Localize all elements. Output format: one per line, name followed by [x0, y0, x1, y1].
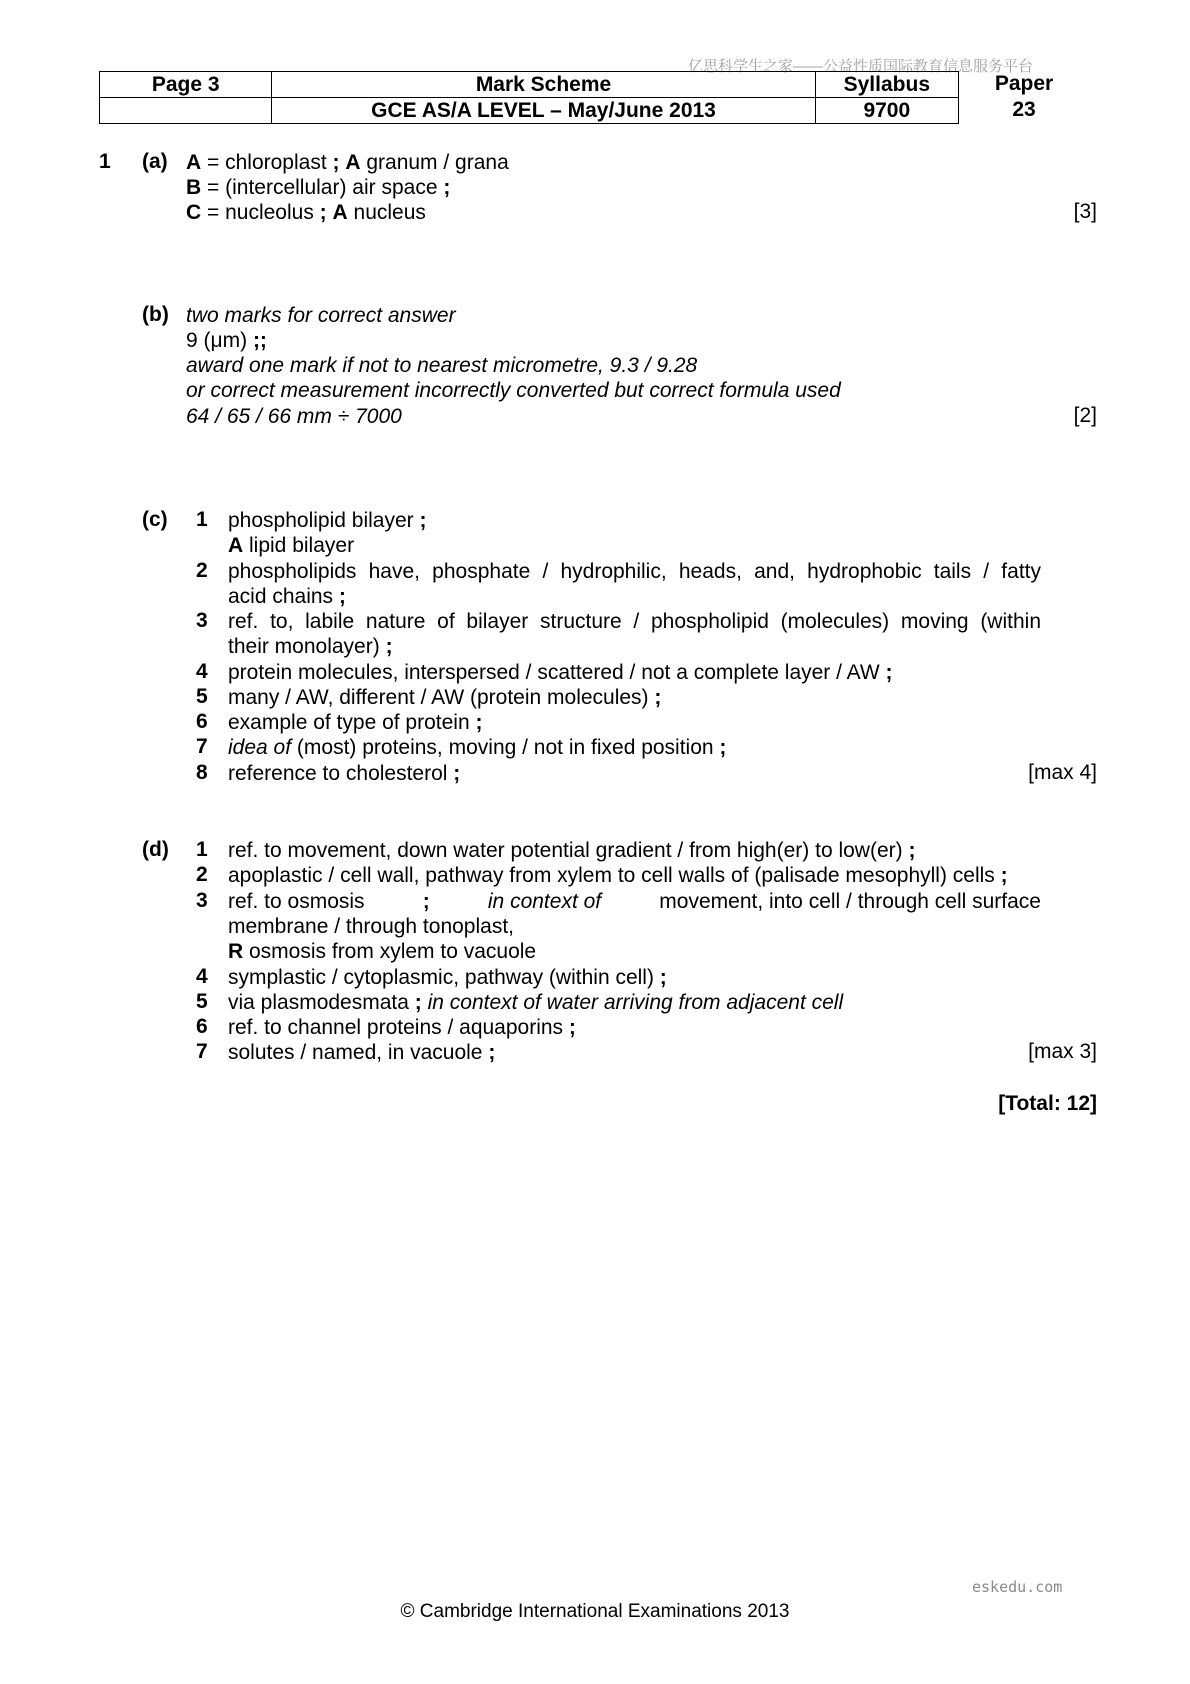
total-marks: [Total: 12]: [998, 1092, 1097, 1115]
part-a-line-3: C = nucleolus ; A nucleus: [186, 201, 426, 224]
part-b-marks: [2]: [1073, 404, 1097, 427]
part-b-label: (b): [142, 303, 169, 326]
part-a-line-2: B = (intercellular) air space ;: [186, 176, 451, 199]
part-d-num-3: 3: [196, 889, 208, 912]
part-c-marks: [max 4]: [1028, 761, 1097, 784]
part-c-item-3: ref. to, labile nature of bilayer structure / phospholipid (molecules) moving (within: [228, 610, 1041, 633]
part-d-num-4: 4: [196, 965, 208, 988]
header-exam: GCE AS/A LEVEL – May/June 2013: [272, 98, 815, 124]
part-b-line-2: 9 (μm) ;;: [186, 329, 267, 352]
part-c-item-8: reference to cholesterol ;: [228, 762, 461, 785]
part-c-item-1-alt: A lipid bilayer: [228, 534, 355, 557]
part-d-item-3-reject: R osmosis from xylem to vacuole: [228, 940, 537, 963]
part-d-item-3: ref. to osmosis ; in context of movement, into cell / through cell surface: [228, 890, 1041, 913]
part-a-line-1: A = chloroplast ; A granum / grana: [186, 151, 509, 174]
header-paper-label: Paper: [994, 72, 1054, 95]
part-c-item-7: idea of (most) proteins, moving / not in fixed position ;: [228, 736, 727, 759]
part-d-num-5: 5: [196, 990, 208, 1013]
part-b-line-4: or correct measurement incorrectly converted but correct formula used: [186, 379, 841, 402]
header-paper-value: 23: [1012, 98, 1036, 121]
part-d-item-3-cont: membrane / through tonoplast,: [228, 915, 515, 938]
part-d-item-4: symplastic / cytoplasmic, pathway (within cell) ;: [228, 966, 667, 989]
header-syllabus-value: 9700: [815, 98, 958, 124]
part-c-num-6: 6: [196, 710, 208, 733]
part-c-item-2-cont: acid chains ;: [228, 585, 346, 608]
part-c-item-1: phospholipid bilayer ;: [228, 509, 427, 532]
part-a-label: (a): [142, 150, 168, 173]
part-b-line-5: 64 / 65 / 66 mm ÷ 7000: [186, 405, 402, 428]
header-syllabus-label: Syllabus: [815, 72, 958, 98]
watermark-bottom: eskedu.com: [972, 1578, 1063, 1596]
watermark-top: 亿思科学生之家——公益性质国际教育信息服务平台: [688, 58, 1034, 75]
part-d-item-6: ref. to channel proteins / aquaporins ;: [228, 1016, 576, 1039]
part-c-num-2: 2: [196, 559, 208, 582]
part-c-item-2: phospholipids have, phosphate / hydrophilic, heads, and, hydrophobic tails / fatty: [228, 560, 1041, 583]
part-d-num-2: 2: [196, 863, 208, 886]
part-c-item-3-cont: their monolayer) ;: [228, 635, 393, 658]
part-c-item-4: protein molecules, interspersed / scattered / not a complete layer / AW ;: [228, 661, 893, 684]
part-c-num-7: 7: [196, 735, 208, 758]
part-a-marks: [3]: [1073, 200, 1097, 223]
header-page: Page 3: [100, 72, 272, 98]
part-d-item-1: ref. to movement, down water potential gradient / from high(er) to low(er) ;: [228, 839, 916, 862]
part-d-num-7: 7: [196, 1040, 208, 1063]
header-table: [99, 71, 959, 124]
part-c-num-8: 8: [196, 761, 208, 784]
part-c-num-1: 1: [196, 508, 208, 531]
part-d-marks: [max 3]: [1028, 1040, 1097, 1063]
header-mark-scheme: Mark Scheme: [272, 72, 815, 98]
question-number: 1: [99, 150, 111, 173]
part-c-label: (c): [142, 508, 168, 531]
part-b-line-1: two marks for correct answer: [186, 304, 456, 327]
part-c-item-6: example of type of protein ;: [228, 711, 483, 734]
part-b-line-3: award one mark if not to nearest micrometre, 9.3 / 9.28: [186, 354, 698, 377]
part-d-label: (d): [142, 838, 169, 861]
footer-copyright: © Cambridge International Examinations 2013: [400, 1601, 790, 1622]
part-c-item-5: many / AW, different / AW (protein molecules) ;: [228, 686, 662, 709]
part-d-item-5: via plasmodesmata ; in context of water arriving from adjacent cell: [228, 991, 844, 1014]
part-d-item-7: solutes / named, in vacuole ;: [228, 1041, 496, 1064]
part-d-item-2: apoplastic / cell wall, pathway from xylem to cell walls of (palisade mesophyll) cells ;: [228, 864, 1008, 887]
part-d-num-6: 6: [196, 1015, 208, 1038]
part-c-num-3: 3: [196, 609, 208, 632]
part-d-num-1: 1: [196, 838, 208, 861]
header-empty-cell: [100, 98, 272, 124]
part-c-num-5: 5: [196, 685, 208, 708]
part-c-num-4: 4: [196, 660, 208, 683]
